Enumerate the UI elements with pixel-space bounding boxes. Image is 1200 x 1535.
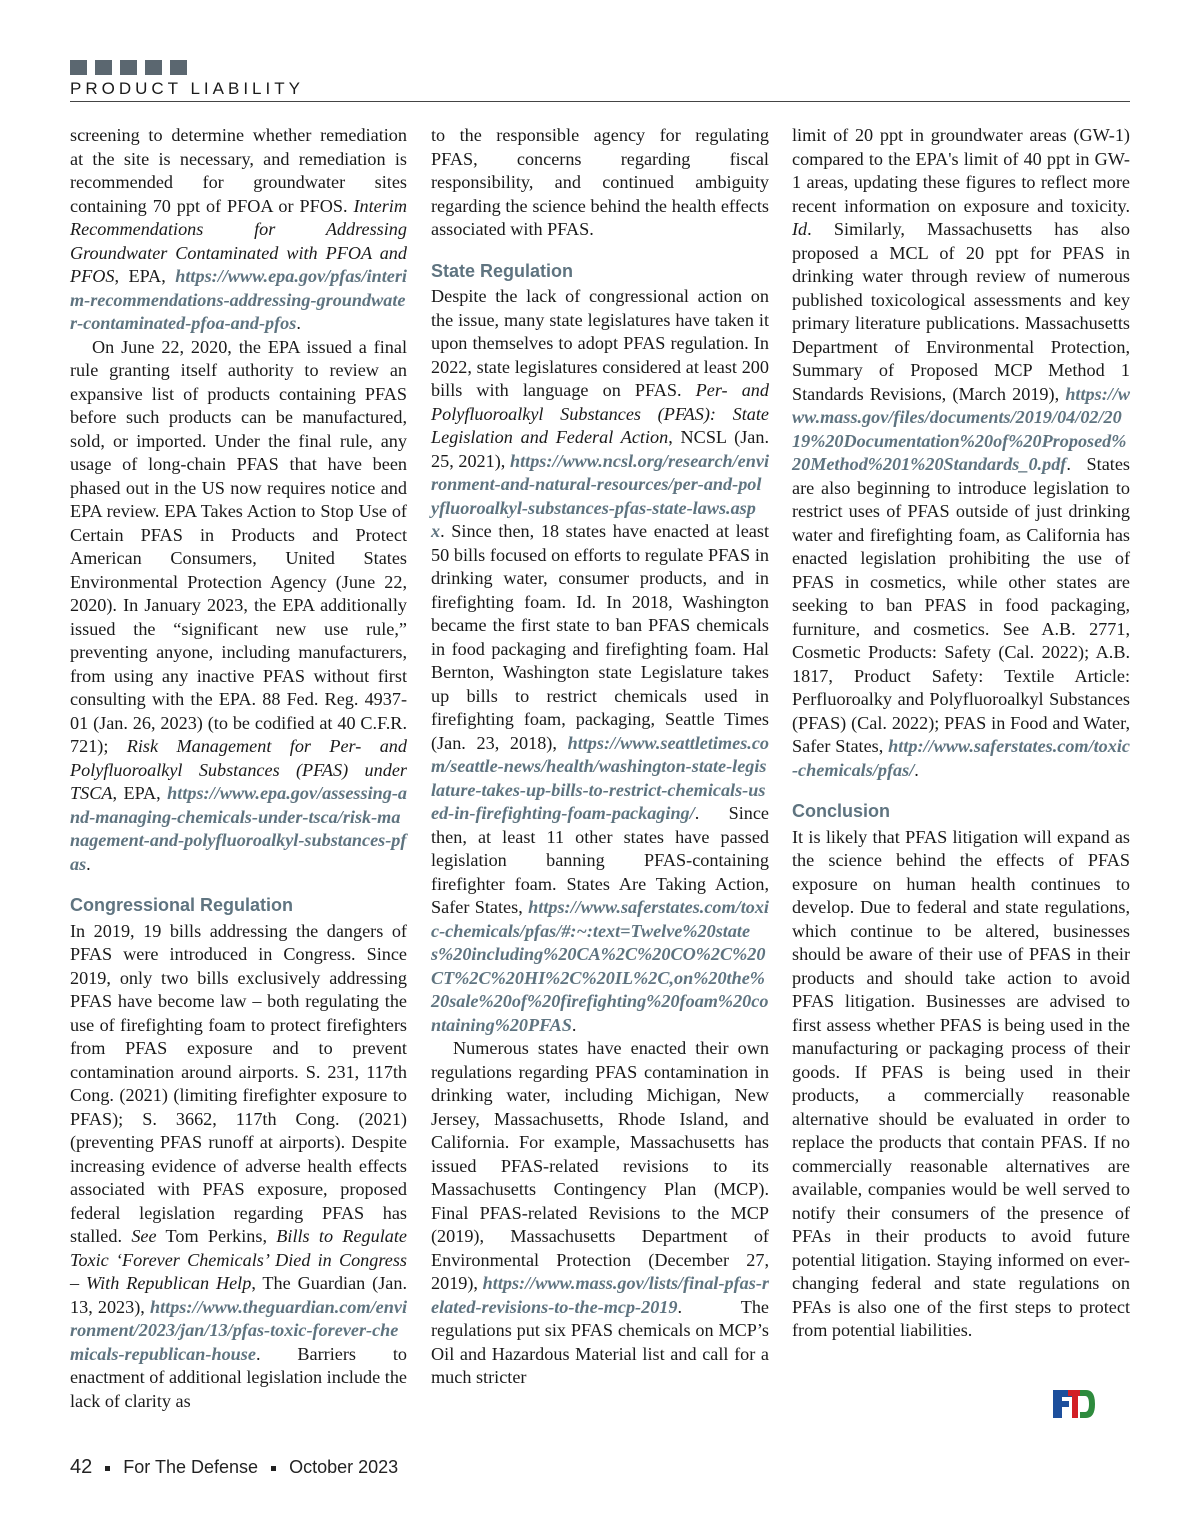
separator-dot [271, 1466, 276, 1471]
citation-link[interactable]: https://www.seattletimes.com/seattle-news/health/washington-state-legislature-takes-up-bills-to-restrict-chemicals-used-in-firefighting-foam-packaging/ [431, 732, 769, 823]
citation-link[interactable]: https://www.epa.gov/pfas/interim-recommendations-addressing-groundwater-contaminated-pfoa-and-pfos [70, 266, 407, 333]
section-heading: State Regulation [431, 260, 574, 281]
page-footer [70, 1456, 398, 1479]
citation-link[interactable]: https://www.ncsl.org/research/environment-and-natural-resources/per-and-polyfluoroalkyl-substances-pfas-state-laws.aspx [431, 450, 769, 541]
publication-date: October 2023 [289, 1457, 399, 1477]
paragraph: Despite the lack of congressional action on the issue, many state legislatures have taken it upon themselves to adopt PFAS regulation. In 2022, state legislatures considered at least 200 bills with language on PFAS. Per- and Polyfluoroalkyl Substances (PFAS): State Legislation and Federal Action, NCSL (Jan. 25, 2021), https://www.ncsl.org/research/environment-and-natural-resources/per-and-polyfluoroalkyl-substances-pfas-state-laws.aspx. Since then, 18 states have enacted at least 50 bills focused on efforts to regulate PFAS in drinking water, consumer products, and in firefighting foam. Id. In 2018, Washington became the first state to ban PFAS chemicals in food packaging and firefighting foam. Hal Bernton, Washington state Legislature takes up bills to restrict chemicals used in firefighting foam, packaging, Seattle Times (Jan. 23, 2018), https://www.seattletimes.com/seattle-news/health/washington-state-legislature-takes-up-bills-to-restrict-chemicals-used-in-firefighting-foam-packaging/. Since then, at least 11 other states have passed legislation banning PFAS-containing firefighter foam. States Are Taking Action, Safer States, https://www.saferstates.com/toxic-chemicals/pfas/#:~:text=Twelve%20states%20including%20CA%2C%20CO%2C%20CT%2C%20HI%2C%20IL%2C,on%20the%20sale%20of%20firefighting%20foam%20containing%20PFAS. [431, 286, 769, 1035]
citation-link[interactable]: https://www.theguardian.com/environment/2023/jan/13/pfas-toxic-forever-chemicals-republican-house [70, 1296, 407, 1364]
citation-link[interactable]: https://www.mass.gov/files/documents/2019/04/02/2019%20Documentation%20of%20Proposed%20Method%201%20Standards_0.pdf [792, 383, 1130, 474]
paragraph: On June 22, 2020, the EPA issued a final rule granting itself authority to review an expansive list of products containing PFAS before such products can be manufactured, sold, or imported. Under the final rule, any usage of long-chain PFAS that have been phased out in the US now requires notice and EPA review. EPA Takes Action to Stop Use of Certain PFAS in Products and Protect American Consumers, United States Environmental Protection Agency (June 22, 2020). In January 2023, the EPA additionally issued the “significant new use rule,” preventing anyone, including manufacturers, from using any inactive PFAS without first consulting with the EPA. 88 Fed. Reg. 4937-01 (Jan. 26, 2023) (to be codified at 40 C.F.R. 721); Risk Management for Per- and Polyfluoroalkyl Substances (PFAS) under TSCA, EPA, https://www.epa.gov/assessing-and-managing-chemicals-under-tsca/risk-management-and-polyfluoroalkyl-substances-pfas. [70, 336, 407, 874]
citation-link[interactable]: http://www.saferstates.com/toxic-chemicals/pfas/ [792, 736, 1130, 780]
header-square [70, 60, 87, 75]
header-square [120, 60, 137, 75]
column-3 [792, 124, 1130, 1343]
paragraph: In 2019, 19 bills addressing the dangers of PFAS were introduced in Congress. Since 2019, only two bills exclusively addressing PFAS have become law – both regulating the use of firefighting foam to protect firefighters from PFAS exposure and to prevent contamination around airports. S. 231, 117th Cong. (2021) (limiting firefighter exposure to PFAS); S. 3662, 117th Cong. (2021) (preventing PFAS runoff at airports). Despite increasing evidence of adverse health effects associated with PFAS exposure, proposed federal legislation regarding PFAS has stalled. See Tom Perkins, Bills to Regulate Toxic ‘Forever Chemicals’ Died in Congress – With Republican Help, The Guardian (Jan. 13, 2023), https://www.theguardian.com/environment/2023/jan/13/pfas-toxic-forever-chemicals-republican-house. Barriers to enactment of additional legislation include the lack of clarity as [70, 920, 408, 1411]
section-label: PRODUCT LIABILITY [70, 79, 304, 98]
section-heading: Conclusion [792, 801, 890, 821]
citation-link[interactable]: https://www.epa.gov/assessing-and-managing-chemicals-under-tsca/risk-management-and-polyfluoroalkyl-substances-pfas [70, 783, 407, 874]
header-squares [70, 60, 187, 75]
header-rule [70, 101, 1130, 102]
column-1 [70, 124, 407, 1413]
paragraph: screening to determine whether remediation at the site is necessary, and remediation is recommended for groundwater sites containing 70 ppt of PFOA or PFOS. Interim Recommendations for Addressing Groundwater Contaminated with PFOA and PFOS, EPA, https://www.epa.gov/pfas/interim-recommendations-addressing-groundwater-contaminated-pfoa-and-pfos. [70, 125, 407, 333]
page-number: 42 [70, 1456, 93, 1478]
header-square [95, 60, 112, 75]
citation-link[interactable]: https://www.saferstates.com/toxic-chemicals/pfas/#:~:text=Twelve%20states%20including%20CA%2C%20CO%2C%20CT%2C%20HI%2C%20IL%2C,on%20the%20sale%20of%20firefighting%20foam%20containing%20PFAS [431, 897, 769, 1035]
ftd-logo-icon [1052, 1388, 1096, 1420]
citation-link[interactable]: https://www.mass.gov/lists/final-pfas-related-revisions-to-the-mcp-2019 [431, 1273, 769, 1317]
paragraph: Numerous states have enacted their own regulations regarding PFAS contamination in drinking water, including Michigan, New Jersey, Massachusetts, Rhode Island, and California. For example, Massachusetts has issued PFAS-related revisions to its Massachusetts Contingency Plan (MCP). Final PFAS-related Revisions to the MCP (2019), Massachusetts Department of Environmental Protection (December 27, 2019), https://www.mass.gov/lists/final-pfas-related-revisions-to-the-mcp-2019. The regulations put six PFAS chemicals on MCP’s Oil and Hazardous Material list and call for a much stricter [431, 1038, 769, 1387]
paragraph: It is likely that PFAS litigation will expand as the science behind the effects of PFAS exposure on human health continues to develop. Due to federal and state regulations, which continue to be altered, businesses should be aware of their use of PFAS in their products and should take action to avoid PFAS litigation. Businesses are advised to first assess whether PFAS is being used in the manufacturing or packaging process of their goods. If PFAS is being used in their products, a commercially reasonable alternative should be evaluated in order to replace the products that contain PFAS. If no commercially reasonable alternatives are available, companies would be well served to notify their consumers of the presence of PFAs in their products to avoid future potential litigation. Staying informed on ever-changing federal and state regulations on PFAs is also one of the first steps to protect from potential liabilities. [792, 826, 1130, 1340]
header-square [145, 60, 162, 75]
section-heading: Congressional Regulation [70, 895, 294, 915]
column-2 [431, 124, 769, 1390]
header-square [170, 60, 187, 75]
paragraph: to the responsible agency for regulating PFAS, concerns regarding fiscal responsibility, and continued ambiguity regarding the science behind the health effects associated with PFAS. [431, 125, 769, 239]
publication-name: For The Defense [123, 1457, 259, 1477]
separator-dot [105, 1466, 110, 1471]
paragraph: limit of 20 ppt in groundwater areas (GW-1) compared to the EPA's limit of 40 ppt in GW-1 areas, updating these figures to reflect more recent information on exposure and toxicity. Id. Similarly, Massachusetts has also proposed a MCL of 20 ppt for PFAS in drinking water through review of numerous published toxicological assessments and key primary literature publications. Massachusetts Department of Environmental Protection, Summary of Proposed MCP Method 1 Standards Revisions, (March 2019), https://www.mass.gov/files/documents/2019/04/02/2019%20Documentation%20of%20Proposed%20Method%201%20Standards_0.pdf. States are also beginning to introduce legislation to restrict uses of PFAS outside of just drinking water and firefighting foam, as California has enacted legislation prohibiting the use of PFAS in cosmetics, while other states are seeking to ban PFAS in food packaging, furniture, and cosmetics. See A.B. 2771, Cosmetic Products: Safety (Cal. 2022); A.B. 1817, Product Safety: Textile Article: Perfluoroalky and Polyfluoroalkyl Substances (PFAS) (Cal. 2022); PFAS in Food and Water, Safer States, http://www.saferstates.com/toxic-chemicals/pfas/. [792, 125, 1130, 780]
